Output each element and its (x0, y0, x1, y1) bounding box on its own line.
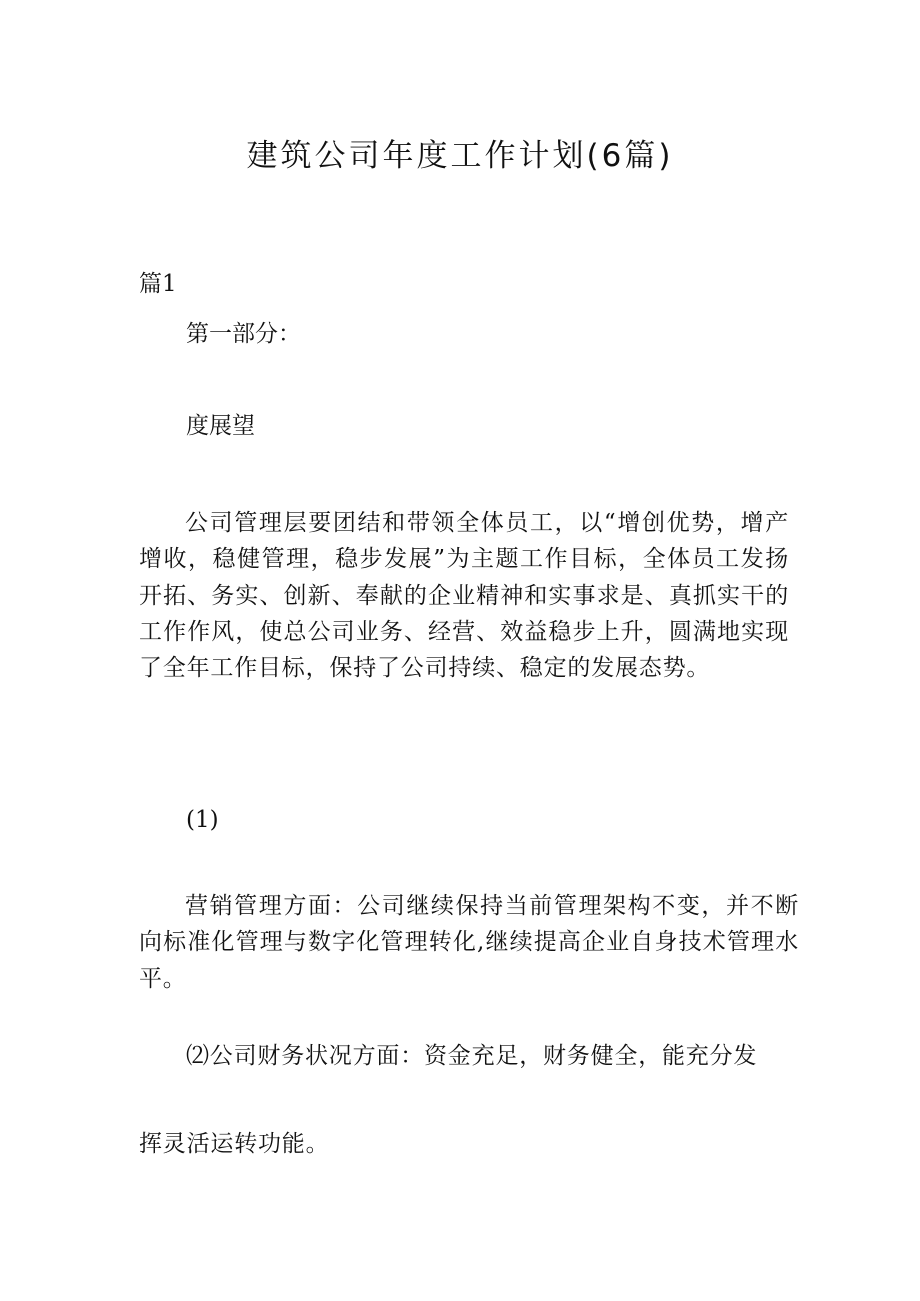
section-label: 篇1 (139, 271, 177, 297)
sub-heading: 度展望 (186, 413, 255, 439)
paragraph-finance-line-1: ⑵公司财务状况方面：资金充足，财务健全，能充分发 (186, 1043, 758, 1069)
item-marker-1: (1) (186, 807, 219, 833)
document-title: 建筑公司年度工作计划(6篇) (246, 138, 674, 174)
paragraph-finance-line-2: 挥灵活运转功能。 (139, 1131, 330, 1157)
part-heading: 第一部分： (186, 321, 301, 347)
paragraph-outlook: 公司管理层要团结和带领全体员工，以“增创优势，增产增收，稳健管理，稳步发展”为主题工作目标，全体员工发扬开拓、务实、创新、奉献的企业精神和实事求是、真抓实干的工作作风，使总公司业务、经营、效益稳步上升，圆满地实现了全年工作目标，保持了公司持续、稳定的发展态势。 (139, 510, 789, 682)
paragraph-marketing: 营销管理方面：公司继续保持当前管理架构不变，并不断向标准化管理与数字化管理转化,继续提高企业自身技术管理水平。 (139, 893, 799, 992)
